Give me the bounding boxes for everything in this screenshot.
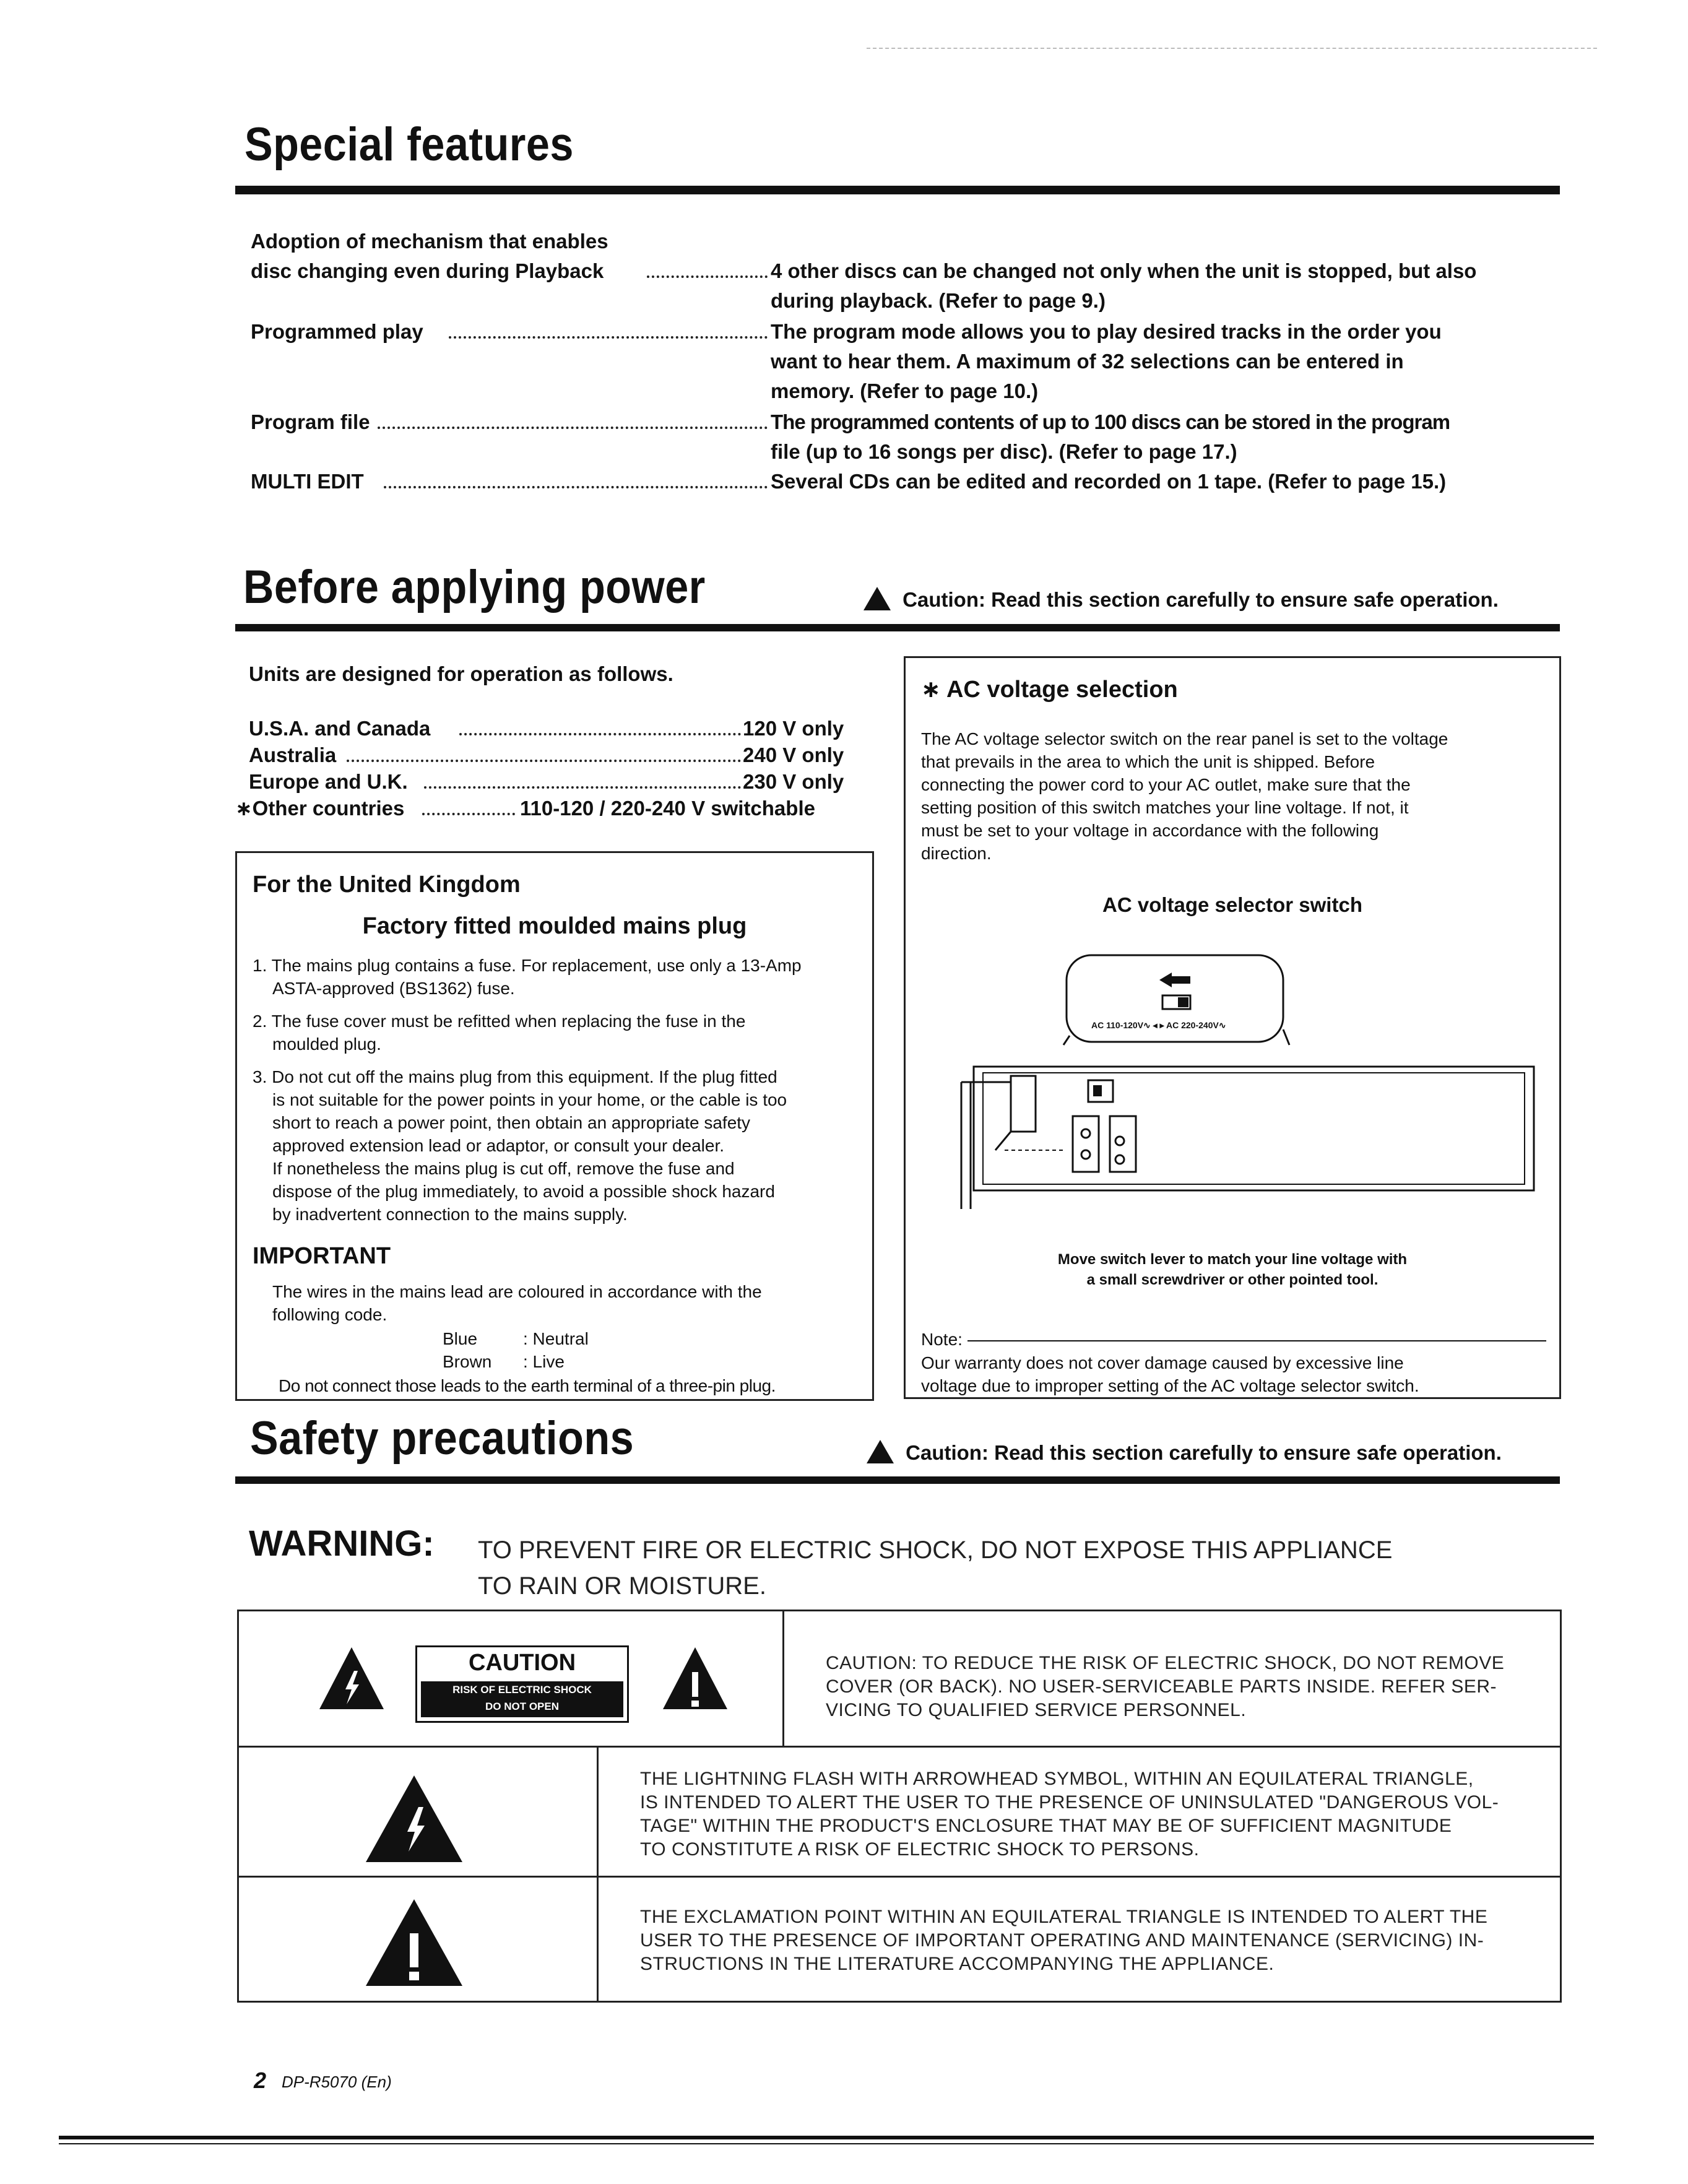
ac-figure-title: AC voltage selector switch — [1102, 893, 1362, 916]
row3-divider — [597, 1878, 599, 2003]
feature-3-desc-line-2: file (up to 16 songs per disc). (Refer to page 17.) — [771, 440, 1237, 463]
ac-box-heading: ∗ AC voltage selection — [921, 677, 1178, 703]
wire-brown: Brown : Live — [443, 1352, 565, 1371]
feature-1-desc-line-1: 4 other discs can be changed not only when the unit is stopped, but also — [771, 259, 1477, 282]
important-text: The wires in the mains lead are coloured in accordance with the following code. — [272, 1282, 762, 1324]
uk-item-2: 2. The fuse cover must be refitted when replacing the fuse in the moulded plug. — [253, 1012, 746, 1054]
units-heading: Units are designed for operation as follows. — [249, 662, 673, 685]
caution-label-plate — [415, 1645, 629, 1723]
switch-label: AC 110-120V∿ ◂ ▸ AC 220-240V∿ — [1091, 1020, 1226, 1030]
lightning-bolt-icon — [397, 1805, 432, 1854]
feature-4-desc-line-1: Several CDs can be edited and recorded on 1 tape. (Refer to page 15.) — [771, 470, 1447, 493]
feature-1-label-line-1: Adoption of mechanism that enables — [251, 230, 608, 253]
uk-item-1: 1. The mains plug contains a fuse. For replacement, use only a 13-Amp ASTA-approved (BS1362) fuse. — [253, 956, 802, 998]
row2-divider — [597, 1748, 599, 1878]
feature-4-leader — [384, 486, 768, 488]
top-dashed-line — [867, 48, 1597, 49]
uk-box-heading: For the United Kingdom — [253, 872, 521, 898]
ac-note-label: Note: — [921, 1330, 963, 1349]
region-3-name: Europe and U.K. — [249, 770, 408, 793]
region-2-name: Australia — [249, 743, 337, 766]
region-4-voltage: 110-120 / 220-240 V switchable — [520, 797, 815, 820]
ac-voltage-box — [904, 656, 1561, 1399]
row3-text: THE EXCLAMATION POINT WITHIN AN EQUILATERAL TRIANGLE IS INTENDED TO ALERT THE USER TO THE PRESENCE OF IMPORTANT OPERATING AND MAINTENANCE (SERVICING) IN- STRUCTIONS IN THE LITERATURE ACCOMPANYING THE APPLIANCE. — [640, 1907, 1488, 1974]
uk-box-subheading: Factory fitted moulded mains plug — [362, 913, 747, 939]
region-1-name: U.S.A. and Canada — [249, 717, 431, 740]
region-1-leader — [459, 733, 741, 735]
safety-title: Safety precautions — [250, 1412, 634, 1465]
model-code: DP-R5070 (En) — [282, 2073, 392, 2091]
bottom-rule — [59, 2136, 1594, 2139]
safety-row-3 — [239, 1878, 1560, 2004]
feature-4-label: MULTI EDIT — [251, 470, 364, 493]
safety-caution: Caution: Read this section carefully to ensure safe operation. — [867, 1436, 1502, 1465]
uk-item-3: 3. Do not cut off the mains plug from this equipment. If the plug fitted is not suitable for the power points in your home, or the cable is too short to reach a power point, then obtain an appropriate safety approved extension lead or adaptor, or consult your dealer. If nonetheless the mains plug is cut off, remove the fuse and dispose of the plug immediately, to avoid a possible shock hazard by inadvertent connection to the mains supply. — [253, 1067, 787, 1224]
important-heading: IMPORTANT — [253, 1243, 391, 1269]
region-2-voltage: 240 V only — [743, 743, 844, 766]
feature-3-label: Program file — [251, 410, 370, 433]
warning-label: WARNING: — [249, 1523, 435, 1564]
row1-divider — [782, 1611, 784, 1748]
feature-3-desc-line-1: The programmed contents of up to 100 discs can be stored in the program — [771, 410, 1450, 433]
feature-2-desc-line-1: The program mode allows you to play desired tracks in the order you — [771, 320, 1442, 343]
caution-label-title: CAUTION — [468, 1650, 576, 1676]
special-features-title: Special features — [245, 118, 574, 171]
region-3-leader — [424, 786, 741, 789]
page-number: 2 — [254, 2068, 267, 2093]
feature-3-leader — [378, 427, 768, 429]
ac-figure-caption: Move switch lever to match your line voltage with a small screwdriver or other pointed tool. — [1057, 1251, 1408, 1288]
before-power-rule — [235, 624, 1560, 631]
region-1-voltage: 120 V only — [743, 717, 844, 740]
exclamation-dot-icon — [409, 1972, 419, 1980]
ac-selector-figure — [924, 937, 1543, 1246]
bottom-rule-thin — [59, 2143, 1594, 2144]
ac-note-text: Our warranty does not cover damage caused by excessive line voltage due to improper setting of the AC voltage selector switch. — [921, 1353, 1419, 1395]
feature-2-leader — [449, 336, 768, 339]
safety-table — [237, 1610, 1562, 2003]
row2-text: THE LIGHTNING FLASH WITH ARROWHEAD SYMBOL, WITHIN AN EQUILATERAL TRIANGLE, IS INTENDED TO ALERT THE USER TO THE PRESENCE OF UNINSULATED "DANGEROUS VOL- TAGE" WITHIN THE PRODUCT'S ENCLOSURE THAT MAY BE OF SUFFICIENT MAGNITUDE TO CONSTITUTE A RISK OF ELECTRIC SHOCK TO PERSONS. — [640, 1769, 1499, 1860]
warning-triangle-icon — [867, 1440, 894, 1463]
row1-text: CAUTION: TO REDUCE THE RISK OF ELECTRIC SHOCK, DO NOT REMOVE COVER (OR BACK). NO USER-SERVICEABLE PARTS INSIDE. REFER SER- VICING TO QUALIFIED SERVICE PERSONNEL. — [826, 1653, 1505, 1720]
feature-2-desc-line-2: want to hear them. A maximum of 32 selections can be entered in — [771, 350, 1404, 373]
region-4-leader — [422, 813, 515, 815]
wire-blue: Blue : Neutral — [443, 1329, 589, 1348]
safety-rule — [235, 1476, 1560, 1484]
safety-row-2 — [239, 1748, 1560, 1878]
feature-2-desc-line-3: memory. (Refer to page 10.) — [771, 379, 1039, 402]
exclamation-mark-icon — [692, 1672, 698, 1697]
feature-1-label-line-2: disc changing even during Playback — [251, 259, 604, 282]
uk-final-line: Do not connect those leads to the earth terminal of a three-pin plug. — [279, 1376, 776, 1395]
safety-row-1 — [239, 1611, 1560, 1748]
exclamation-dot-icon — [691, 1701, 699, 1707]
region-2-leader — [347, 760, 741, 762]
before-power-title: Before applying power — [243, 561, 706, 613]
feature-1-desc-line-2: during playback. (Refer to page 9.) — [771, 289, 1106, 312]
warning-triangle-icon — [863, 587, 891, 610]
ac-box-body: The AC voltage selector switch on the rear panel is set to the voltage that prevails in the area to which the unit is shipped. Before connecting the power cord to your AC outlet, make sure that the setting position of this switch matches your line voltage. If not, it must be set to your voltage in accordance with the following direction. — [921, 729, 1448, 863]
caution-label-sub: RISK OF ELECTRIC SHOCK DO NOT OPEN — [421, 1681, 623, 1717]
region-3-voltage: 230 V only — [743, 770, 844, 793]
feature-2-label: Programmed play — [251, 320, 423, 343]
warning-text: TO PREVENT FIRE OR ELECTRIC SHOCK, DO NOT EXPOSE THIS APPLIANCE TO RAIN OR MOISTURE. — [478, 1536, 1393, 1600]
ac-note-rule — [967, 1340, 1546, 1341]
exclamation-mark-icon — [410, 1933, 418, 1967]
special-features-rule — [235, 186, 1560, 194]
feature-1-leader — [647, 275, 768, 278]
uk-plug-box — [235, 851, 874, 1401]
lightning-bolt-icon — [338, 1668, 365, 1707]
region-4-name: ∗Other countries — [235, 797, 405, 820]
before-power-caution: Caution: Read this section carefully to ensure safe operation. — [863, 583, 1499, 612]
